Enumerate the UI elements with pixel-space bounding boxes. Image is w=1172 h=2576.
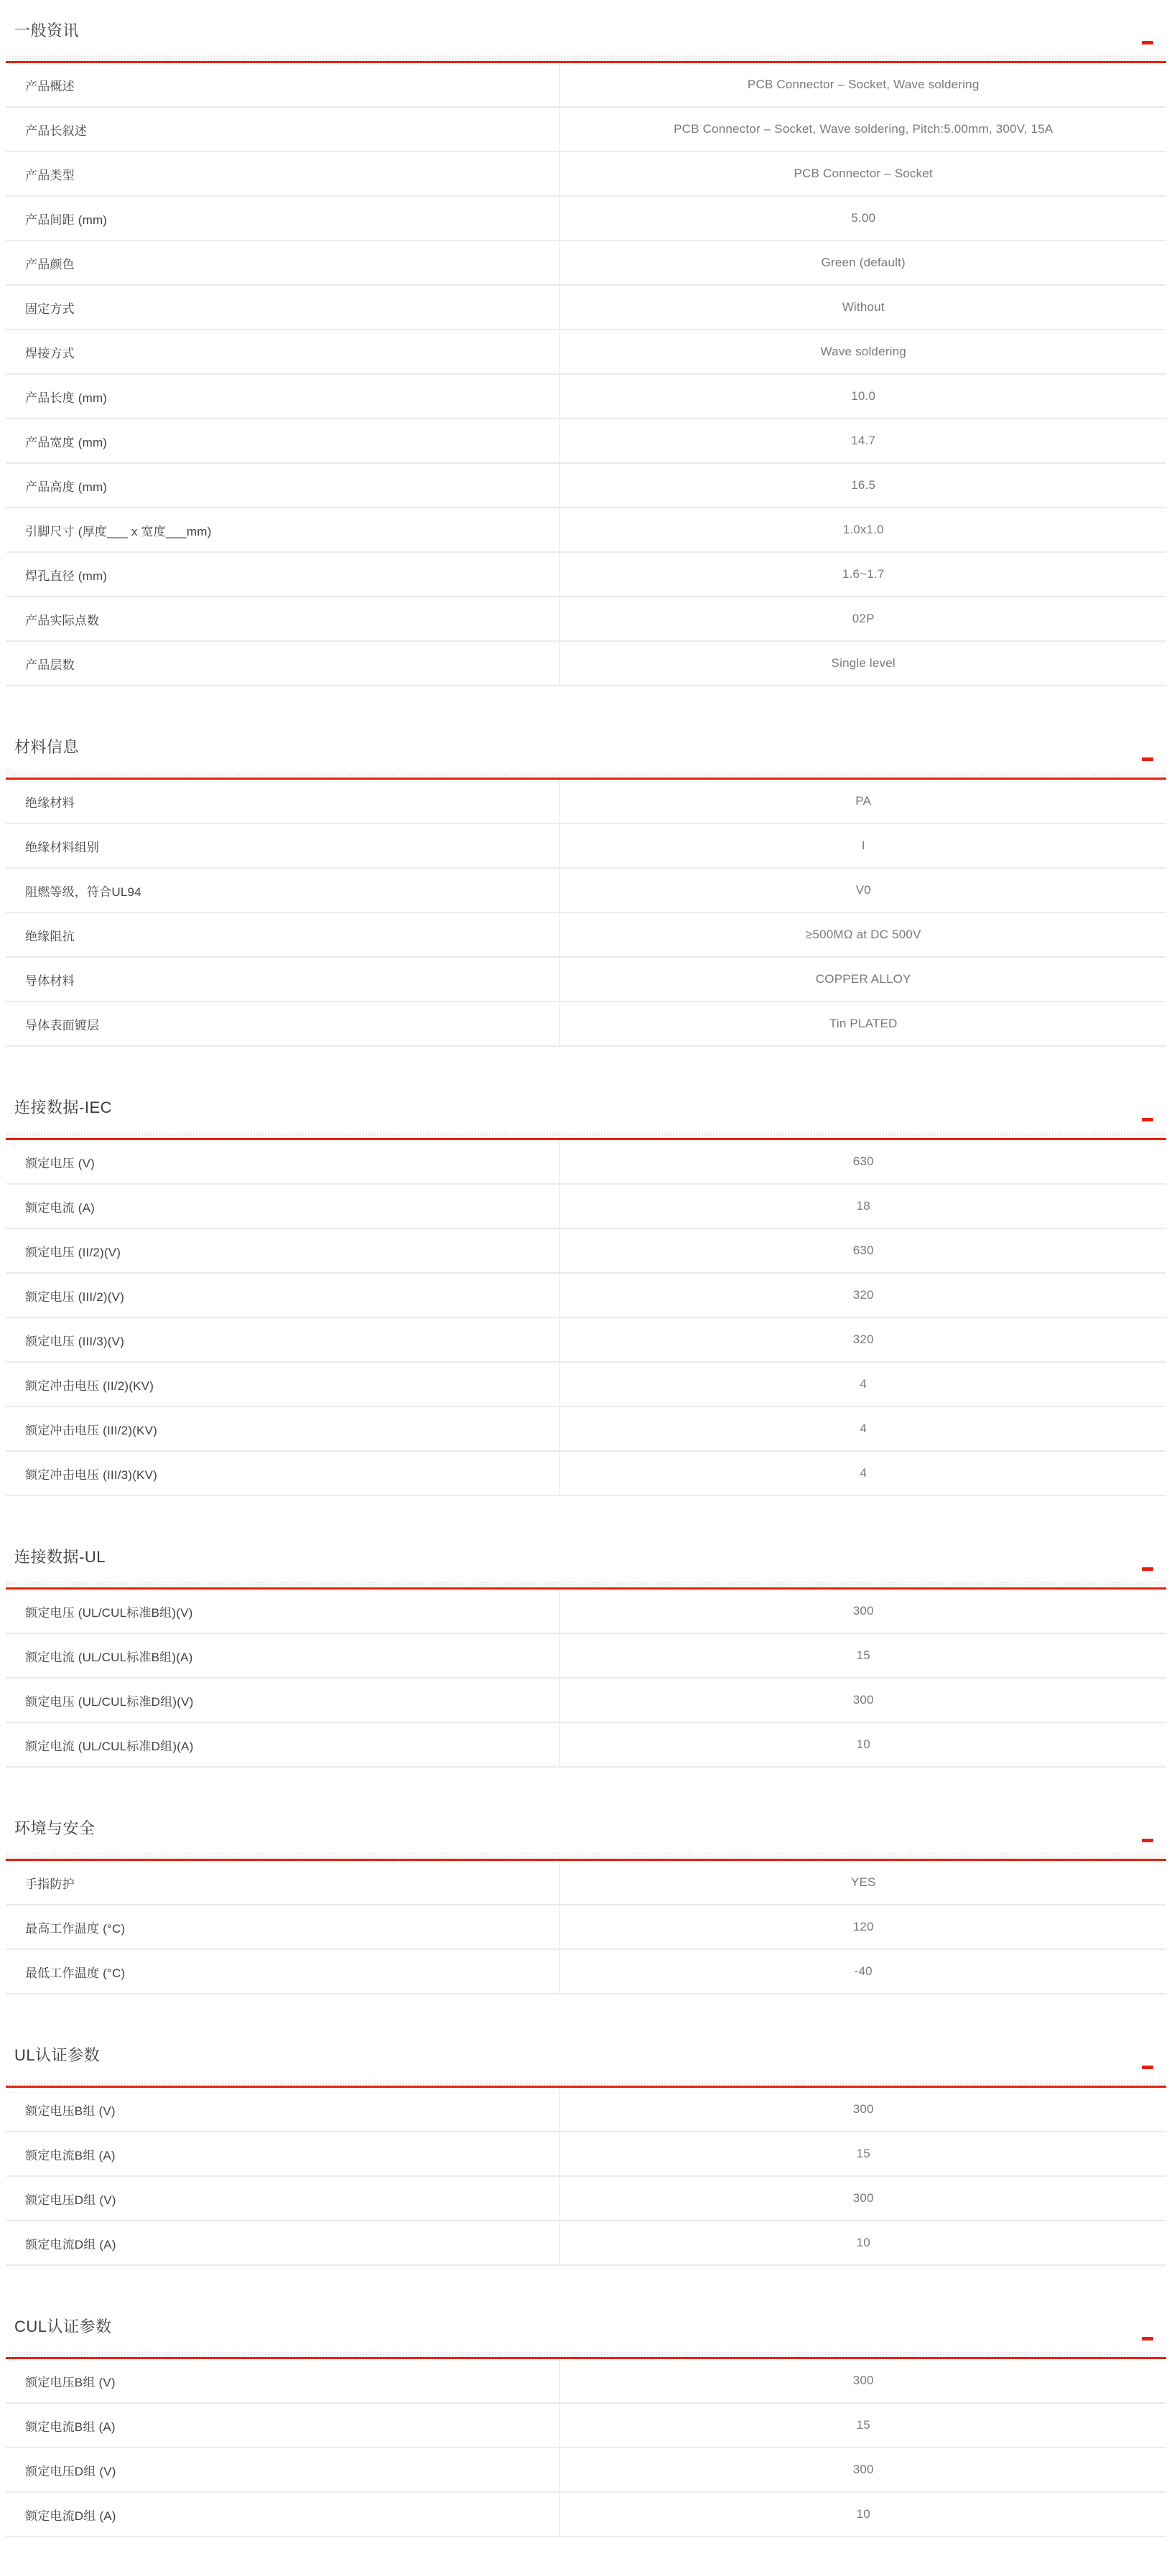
spec-label-cell: 额定电流D组 (A) — [6, 2493, 560, 2536]
spec-label-cell: 导体材料 — [6, 958, 560, 1001]
spec-value-cell: Tin PLATED — [829, 1017, 898, 1030]
section-header — [6, 1098, 1166, 1140]
section-title: 连接数据-IEC — [14, 1098, 113, 1116]
table-row — [6, 1185, 1166, 1229]
spec-section — [6, 22, 1166, 686]
spec-table — [6, 1140, 1166, 1496]
table-row — [6, 2132, 1166, 2177]
table-row — [6, 1634, 1166, 1679]
spec-value-cell: 10 — [856, 2236, 870, 2249]
spec-section — [6, 1819, 1166, 1994]
table-row — [6, 197, 1166, 241]
table-row — [6, 1950, 1166, 1994]
spec-label-cell: 焊孔直径 (mm) — [6, 553, 560, 596]
spec-value-cell: 5.00 — [851, 211, 876, 225]
spec-value-cell: PCB Connector – Socket, Wave soldering — [747, 78, 980, 91]
table-row — [6, 1002, 1166, 1047]
table-row — [6, 152, 1166, 197]
table-row — [6, 2493, 1166, 2537]
dotted-divider — [6, 2079, 1166, 2086]
spec-table — [6, 63, 1166, 686]
spec-label-cell: 阻燃等级，符合UL94 — [6, 869, 560, 912]
spec-value-cell: 300 — [852, 1693, 874, 1707]
section-underline — [6, 1859, 1166, 1861]
spec-value-cell: 15 — [856, 2418, 870, 2432]
table-row — [6, 2177, 1166, 2221]
spec-value-cell: 300 — [852, 2374, 874, 2387]
spec-value-cell: PCB Connector – Socket — [794, 167, 933, 180]
table-row — [6, 1363, 1166, 1407]
spec-value-cell: Single level — [831, 656, 896, 670]
table-row — [6, 824, 1166, 869]
section-header — [6, 2046, 1166, 2088]
spec-label-cell: 绝缘阻抗 — [6, 913, 560, 956]
spec-label-cell: 绝缘材料 — [6, 780, 560, 823]
table-row — [6, 2221, 1166, 2266]
section-title: 环境与安全 — [14, 1819, 96, 1837]
spec-value-cell: V0 — [855, 883, 871, 897]
table-row — [6, 1590, 1166, 1634]
spec-label-cell: 额定电压 (II/2)(V) — [6, 1229, 560, 1272]
table-row — [6, 508, 1166, 553]
table-row — [6, 1318, 1166, 1363]
table-row — [6, 913, 1166, 958]
table-row — [6, 2088, 1166, 2132]
table-row — [6, 1861, 1166, 1905]
spec-table — [6, 2359, 1166, 2537]
spec-value-cell: COPPER ALLOY — [815, 972, 911, 986]
spec-label-cell: 额定电压B组 (V) — [6, 2088, 560, 2131]
section-underline — [6, 2357, 1166, 2359]
spec-value-cell: 630 — [852, 1243, 874, 1257]
spec-value-cell: 630 — [852, 1154, 874, 1168]
table-row — [6, 2359, 1166, 2404]
spec-value-cell: 10 — [856, 2507, 870, 2521]
spec-label-cell: 产品实际点数 — [6, 597, 560, 640]
table-row — [6, 241, 1166, 286]
spec-label-cell: 产品概述 — [6, 63, 560, 106]
dotted-divider — [6, 1581, 1166, 1587]
table-row — [6, 958, 1166, 1002]
spec-value-cell: 10.0 — [851, 389, 876, 403]
table-row — [6, 464, 1166, 508]
spec-section — [6, 2318, 1166, 2537]
table-row — [6, 553, 1166, 597]
table-row — [6, 1452, 1166, 1496]
collapse-minus-icon[interactable] — [1142, 41, 1153, 45]
section-title: CUL认证参数 — [14, 2318, 112, 2335]
spec-value-cell: Wave soldering — [820, 345, 906, 358]
table-row — [6, 642, 1166, 686]
spec-label-cell: 额定电压D组 (V) — [6, 2177, 560, 2220]
spec-label-cell: 手指防护 — [6, 1861, 560, 1904]
table-row — [6, 63, 1166, 108]
spec-value-cell: 300 — [852, 2191, 874, 2205]
table-row — [6, 1140, 1166, 1185]
spec-section — [6, 738, 1166, 1047]
section-header — [6, 1548, 1166, 1590]
spec-label-cell: 引脚尺寸 (厚度___ x 宽度___mm) — [6, 508, 560, 551]
spec-value-cell: I — [861, 839, 865, 852]
spec-label-cell: 额定冲击电压 (III/2)(KV) — [6, 1407, 560, 1450]
table-row — [6, 1274, 1166, 1318]
table-row — [6, 2448, 1166, 2493]
spec-section — [6, 1548, 1166, 1768]
table-row — [6, 286, 1166, 330]
dotted-divider — [6, 2351, 1166, 2357]
section-underline — [6, 1587, 1166, 1590]
spec-section — [6, 2046, 1166, 2266]
spec-section — [6, 1098, 1166, 1496]
table-row — [6, 330, 1166, 375]
spec-value-cell: 120 — [852, 1920, 874, 1933]
spec-label-cell: 额定冲击电压 (III/3)(KV) — [6, 1452, 560, 1495]
spec-label-cell: 产品高度 (mm) — [6, 464, 560, 507]
spec-value-cell: 300 — [852, 2463, 874, 2476]
spec-label-cell: 固定方式 — [6, 286, 560, 329]
section-header — [6, 738, 1166, 780]
spec-label-cell: 额定电流 (A) — [6, 1185, 560, 1228]
spec-label-cell: 额定电压 (UL/CUL标准D组)(V) — [6, 1679, 560, 1722]
table-row — [6, 869, 1166, 913]
spec-table — [6, 2088, 1166, 2266]
dotted-divider — [6, 1852, 1166, 1859]
collapse-minus-icon[interactable] — [1142, 2337, 1153, 2341]
spec-value-cell: ≥500MΩ at DC 500V — [805, 928, 921, 941]
section-underline — [6, 778, 1166, 780]
section-title: 材料信息 — [14, 738, 80, 756]
dotted-divider — [6, 771, 1166, 778]
spec-label-cell: 产品长叙述 — [6, 108, 560, 151]
spec-value-cell: PCB Connector – Socket, Wave soldering, Pitch:5.00mm, 300V, 15A — [674, 122, 1054, 136]
spec-label-cell: 产品类型 — [6, 152, 560, 195]
spec-value-cell: 1.6~1.7 — [842, 567, 885, 581]
spec-label-cell: 产品长度 (mm) — [6, 375, 560, 418]
spec-label-cell: 额定电压 (V) — [6, 1140, 560, 1183]
spec-value-cell: 4 — [860, 1422, 868, 1435]
spec-value-cell: 14.7 — [851, 434, 876, 447]
spec-value-cell: 18 — [856, 1199, 870, 1213]
section-title: UL认证参数 — [14, 2046, 101, 2064]
spec-table — [6, 1590, 1166, 1768]
section-header — [6, 2318, 1166, 2359]
spec-label-cell: 产品层数 — [6, 642, 560, 685]
spec-label-cell: 额定电压 (UL/CUL标准B组)(V) — [6, 1590, 560, 1633]
spec-label-cell: 额定电流B组 (A) — [6, 2132, 560, 2175]
spec-label-cell: 产品宽度 (mm) — [6, 419, 560, 462]
spec-value-cell: 320 — [852, 1333, 874, 1346]
spec-value-cell: 4 — [860, 1466, 868, 1480]
table-row — [6, 419, 1166, 464]
spec-label-cell: 焊接方式 — [6, 330, 560, 373]
spec-value-cell: 4 — [860, 1377, 868, 1391]
spec-value-cell: 300 — [852, 2102, 874, 2116]
spec-value-cell: YES — [850, 1875, 876, 1889]
spec-label-cell: 额定电压D组 (V) — [6, 2448, 560, 2491]
table-row — [6, 597, 1166, 642]
dotted-divider — [6, 55, 1166, 61]
section-underline — [6, 2086, 1166, 2088]
collapse-minus-icon[interactable] — [1142, 2066, 1153, 2069]
section-title: 一般资讯 — [14, 22, 80, 39]
spec-value-cell: 1.0x1.0 — [842, 523, 884, 536]
spec-label-cell: 额定电压 (III/2)(V) — [6, 1274, 560, 1317]
spec-value-cell: Green (default) — [821, 256, 906, 269]
table-row — [6, 1905, 1166, 1950]
collapse-minus-icon[interactable] — [1142, 1118, 1153, 1121]
spec-label-cell: 额定电压B组 (V) — [6, 2359, 560, 2402]
spec-label-cell: 产品间距 (mm) — [6, 197, 560, 240]
section-underline — [6, 1138, 1166, 1140]
spec-label-cell: 绝缘材料组别 — [6, 824, 560, 867]
spec-label-cell: 最高工作温度 (°C) — [6, 1905, 560, 1949]
table-row — [6, 1723, 1166, 1768]
spec-label-cell: 额定电压 (III/3)(V) — [6, 1318, 560, 1361]
spec-value-cell: 15 — [856, 2147, 870, 2160]
spec-label-cell: 额定电流 (UL/CUL标准B组)(A) — [6, 1634, 560, 1677]
section-underline — [6, 61, 1166, 63]
spec-label-cell: 导体表面镀层 — [6, 1002, 560, 1045]
spec-value-cell: 320 — [852, 1288, 874, 1302]
spec-label-cell: 产品颜色 — [6, 241, 560, 284]
spec-value-cell: 16.5 — [851, 478, 876, 492]
spec-value-cell: -40 — [854, 1964, 873, 1978]
collapse-minus-icon[interactable] — [1142, 757, 1153, 761]
spec-value-cell: Without — [842, 300, 885, 314]
spec-label-cell: 额定电流B组 (A) — [6, 2404, 560, 2447]
table-row — [6, 2404, 1166, 2448]
table-row — [6, 375, 1166, 419]
table-row — [6, 108, 1166, 152]
spec-table — [6, 1861, 1166, 1994]
spec-value-cell: 10 — [856, 1737, 870, 1751]
section-header — [6, 1819, 1166, 1861]
spec-value-cell: 15 — [856, 1648, 870, 1662]
table-row — [6, 1407, 1166, 1452]
spec-value-cell: 02P — [852, 612, 875, 625]
collapse-minus-icon[interactable] — [1142, 1839, 1153, 1842]
section-header — [6, 22, 1166, 63]
spec-sections — [6, 22, 1166, 2537]
spec-label-cell: 额定冲击电压 (II/2)(KV) — [6, 1363, 560, 1406]
spec-table — [6, 780, 1166, 1047]
spec-value-cell: 300 — [852, 1604, 874, 1618]
spec-label-cell: 额定电流D组 (A) — [6, 2221, 560, 2264]
spec-value-cell: PA — [855, 794, 872, 808]
table-row — [6, 1229, 1166, 1274]
section-title: 连接数据-UL — [14, 1548, 106, 1566]
table-row — [6, 780, 1166, 824]
spec-label-cell: 额定电流 (UL/CUL标准D组)(A) — [6, 1723, 560, 1766]
collapse-minus-icon[interactable] — [1142, 1567, 1153, 1571]
table-row — [6, 1679, 1166, 1723]
dotted-divider — [6, 1131, 1166, 1138]
spec-label-cell: 最低工作温度 (°C) — [6, 1950, 560, 1993]
